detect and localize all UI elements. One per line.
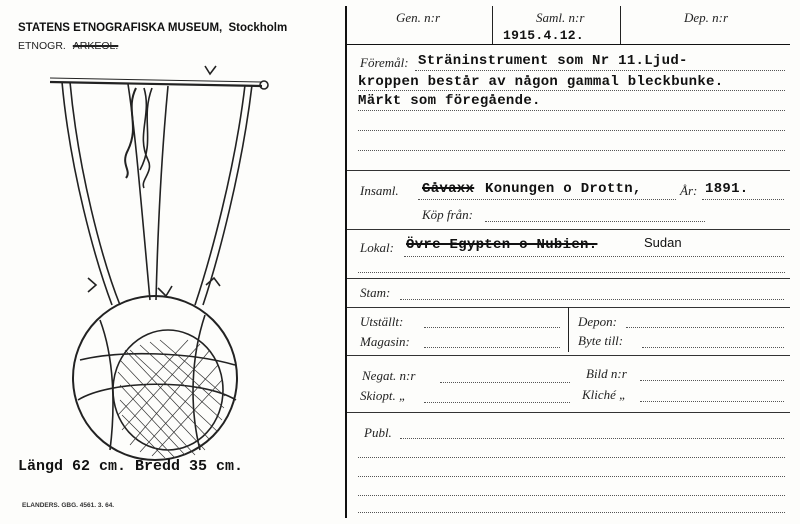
rule bbox=[404, 256, 784, 257]
dimensions: Längd 62 cm. Bredd 35 cm. bbox=[18, 458, 244, 475]
dep-label: Dep. n:r bbox=[684, 10, 729, 25]
rule bbox=[640, 380, 784, 381]
header-divider-1 bbox=[492, 6, 493, 44]
rule bbox=[358, 110, 785, 111]
section-rule bbox=[347, 412, 790, 413]
kliche-label: Kliché „ bbox=[582, 387, 627, 402]
rule bbox=[485, 221, 705, 222]
utstallt-label: Utställt: bbox=[360, 314, 404, 329]
section-rule bbox=[347, 170, 790, 171]
insaml-label: Insaml. bbox=[360, 183, 399, 198]
stam-label: Stam: bbox=[360, 285, 391, 300]
rule bbox=[358, 512, 785, 513]
section-rule bbox=[347, 355, 790, 356]
section-rule bbox=[347, 229, 790, 230]
rule bbox=[640, 401, 784, 402]
printer-mark: ELANDERS. GBG. 4561. 3. 64. bbox=[22, 502, 115, 509]
rule bbox=[424, 347, 560, 348]
bild-label: Bild n:r bbox=[586, 366, 627, 381]
foremal-line-3: Märkt som föregående. bbox=[358, 93, 541, 109]
ar-value: 1891. bbox=[705, 181, 749, 197]
negat-label: Negat. n:r bbox=[362, 368, 416, 383]
foremal-label: Föremål: bbox=[360, 55, 409, 70]
saml-value: 1915.4.12. bbox=[503, 28, 585, 43]
rule bbox=[400, 299, 784, 300]
depon-label: Depon: bbox=[578, 314, 617, 329]
inner-divider bbox=[568, 307, 569, 352]
rule bbox=[358, 476, 785, 477]
magasin-label: Magasin: bbox=[360, 334, 410, 349]
rule bbox=[418, 199, 676, 200]
card-divider bbox=[345, 6, 347, 518]
rule bbox=[358, 150, 785, 151]
dept-etnogr: ETNOGR. bbox=[18, 40, 66, 52]
rule bbox=[642, 347, 784, 348]
rule bbox=[358, 457, 785, 458]
gen-label: Gen. n:r bbox=[396, 10, 441, 25]
rule bbox=[358, 90, 785, 91]
section-rule bbox=[347, 278, 790, 279]
header-rule bbox=[347, 44, 790, 45]
department-line bbox=[18, 40, 118, 52]
lokal-struck: Övre Egypten o Nubien. bbox=[406, 237, 598, 253]
museum-header bbox=[18, 22, 287, 34]
byte-label: Byte till: bbox=[578, 333, 624, 348]
kop-label: Köp från: bbox=[422, 207, 473, 222]
insaml-struck: Gåvaxx bbox=[422, 181, 475, 197]
rule bbox=[424, 327, 560, 328]
museum-name: STATENS ETNOGRAFISKA MUSEUM, bbox=[18, 22, 223, 34]
instrument-drawing bbox=[40, 60, 280, 470]
foremal-line-1: Sträninstrument som Nr 11.Ljud- bbox=[418, 53, 688, 69]
foremal-line-2: kroppen består av någon gammal bleckbunke. bbox=[358, 74, 724, 90]
dept-arkeol: ARKEOL. bbox=[72, 40, 119, 52]
rule bbox=[358, 495, 785, 496]
ar-label: År: bbox=[680, 183, 698, 198]
museum-city: Stockholm bbox=[228, 22, 288, 34]
rule bbox=[424, 402, 570, 403]
rule bbox=[400, 438, 784, 439]
skiopt-label: Skiopt. „ bbox=[360, 388, 407, 403]
insaml-value: Konungen o Drottn, bbox=[485, 181, 642, 197]
saml-label: Saml. n:r bbox=[536, 10, 585, 25]
header-divider-2 bbox=[620, 6, 621, 44]
rule bbox=[358, 272, 785, 273]
lokal-value: Sudan bbox=[644, 235, 682, 250]
rule bbox=[358, 130, 785, 131]
rule bbox=[702, 199, 784, 200]
lokal-label: Lokal: bbox=[360, 240, 394, 255]
rule bbox=[415, 70, 785, 71]
rule bbox=[626, 327, 784, 328]
publ-label: Publ. bbox=[364, 425, 392, 440]
rule bbox=[440, 382, 570, 383]
